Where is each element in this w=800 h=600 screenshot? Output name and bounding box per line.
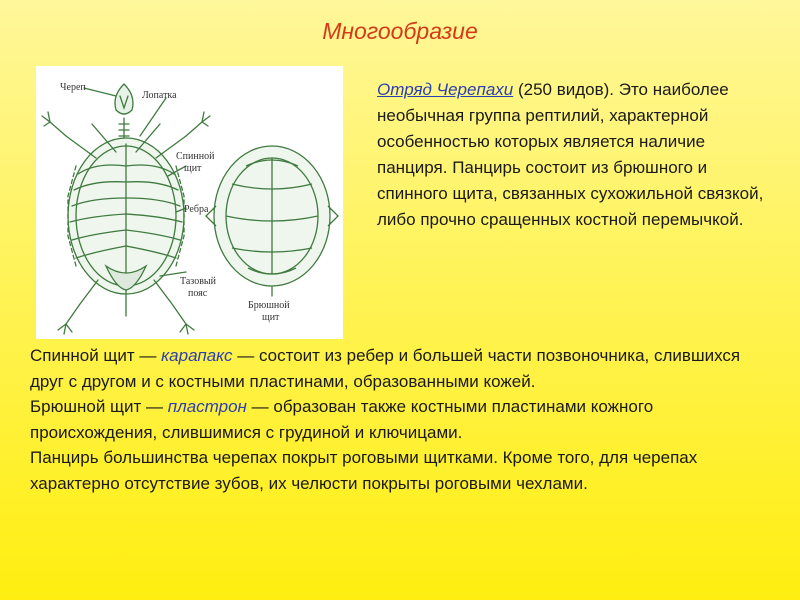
label-ribs: Ребра: [184, 204, 209, 215]
p2-after: — образован также костными пластинами кожного происхождения, слившимися с грудиной и ключицами.: [30, 397, 654, 442]
turtle-skeleton-figure: [36, 66, 343, 339]
label-skull: Череп: [60, 82, 86, 93]
label-ventral-2: щит: [262, 312, 280, 323]
label-pelvic-1: Тазовый: [180, 276, 216, 287]
p2-before: Брюшной щит —: [30, 397, 168, 417]
label-ventral-1: Брюшной: [248, 300, 290, 311]
label-scapula: Лопатка: [142, 90, 177, 101]
slide-title: Многообразие: [322, 18, 478, 44]
term-plastron: пластрон: [167, 397, 247, 417]
intro-rest: (250 видов). Это наиболее необычная группа рептилий, характерной особенностью которых является наличие панциря. Панцирь состоит из брюшного и спинного щита, связанных сухожильной связкой, либо прочно сращенных костной перемычкой.: [377, 80, 764, 229]
paragraph-plastron: [30, 394, 775, 445]
paragraph-scutes: Панцирь большинства черепах покрыт роговыми щитками. Кроме того, для черепах характерно отсутствие зубов, их челюсти покрыты роговыми чехлами.: [30, 448, 698, 493]
term-carapace: карапакс: [161, 346, 233, 365]
p1-after: — состоит из ребер и большей части позвоночника, слившихся друг с другом и с костными пластинами, образованными кожей.: [30, 346, 741, 391]
main-text: [30, 343, 775, 497]
label-dorsal-shield-2: щит: [184, 163, 202, 174]
label-pelvic-2: пояс: [188, 288, 208, 299]
intro-text: [377, 77, 777, 233]
label-dorsal-shield-1: Спинной: [176, 151, 215, 162]
order-turtles-link[interactable]: Отряд Черепахи: [377, 80, 514, 99]
paragraph-carapace: [30, 343, 775, 394]
p1-before: Спинной щит —: [30, 346, 162, 365]
